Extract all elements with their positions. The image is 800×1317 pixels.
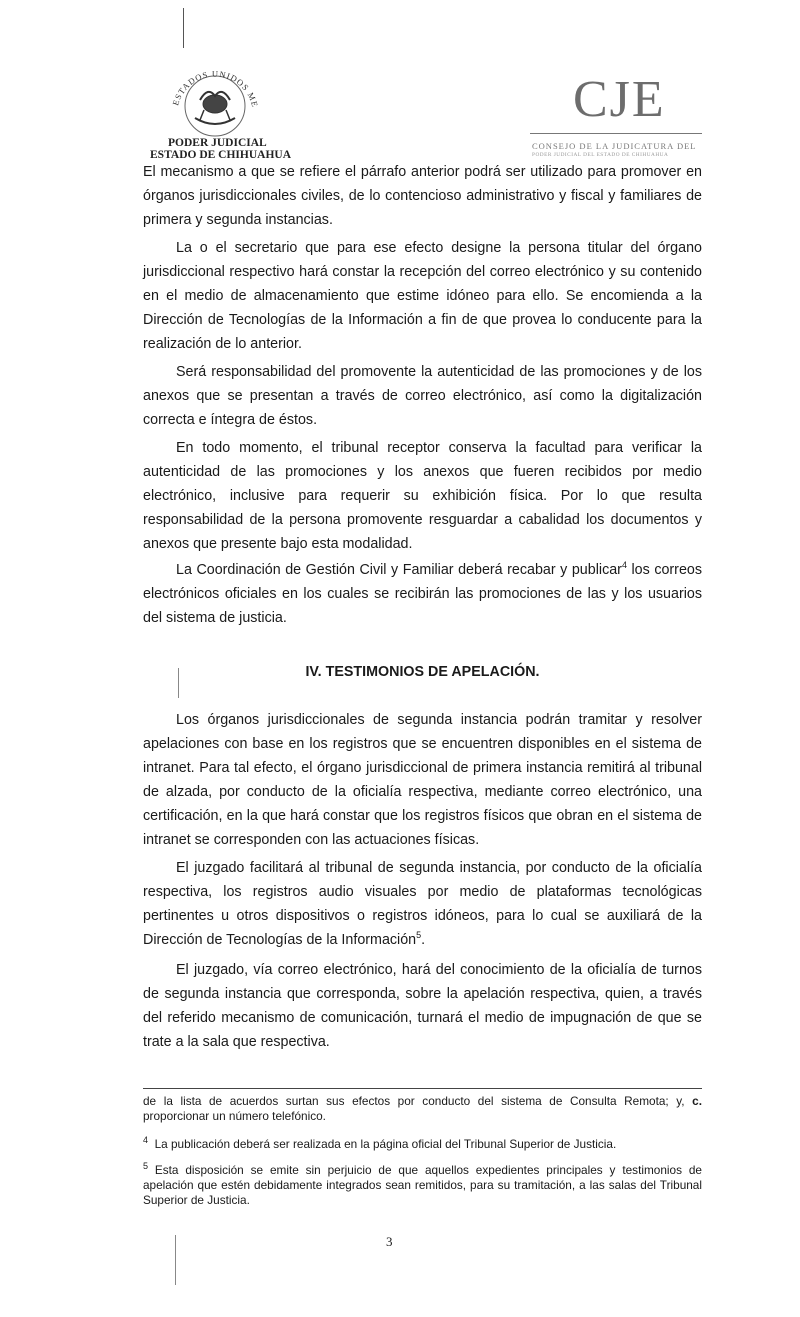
- footnote-continued-a: de la lista de acuerdos surtan sus efectos por conducto del sistema de Consulta Remota; y,: [143, 1094, 685, 1108]
- footnote-5: [143, 1163, 702, 1208]
- section-paragraph-2-end: .: [421, 932, 426, 948]
- footnote-ref-5: 5: [416, 930, 422, 941]
- page-number: 3: [386, 1234, 393, 1249]
- footnote-continued-b: proporcionar un número telefónico.: [143, 1109, 326, 1123]
- section-paragraph-3: El juzgado, vía correo electrónico, hará del conocimiento de la oficialía de turnos de segunda instancia que corresponda, sobre la apelación respectiva, quien, a través del referido mecanismo de comunicación, turnará el medio de impugnación de que se trate a la sala que respectiva.: [143, 962, 702, 1050]
- footnote-4: [143, 1137, 702, 1152]
- footnote-5-number: 5: [143, 1161, 149, 1172]
- section-paragraph-2: [143, 856, 702, 952]
- footnote-divider: [143, 1088, 702, 1089]
- paragraph-4: En todo momento, el tribunal receptor conserva la facultad para verificar la autenticidad de las promociones y los anexos que fueren recibidos por medio electrónico, inclusive para requerir su exhibición física. Por lo que resulta responsabilidad de la persona promovente resguardar a cabalidad los documentos y anexos que presente bajo esta modalidad.: [143, 440, 702, 552]
- cje-subtitle: CONSEJO DE LA JUDICATURA DEL: [532, 141, 697, 151]
- paragraph-2: La o el secretario que para ese efecto designe la persona titular del órgano jurisdiccional respectivo hará constar la recepción del correo electrónico y su contenido en el medio de almacenamiento que estime idóneo para ello. Se encomienda a la Dirección de Tecnologías de la Información a fin de que provea lo conducente para la realización de lo anterior.: [143, 240, 702, 352]
- paragraph-3: Será responsabilidad del promovente la autenticidad de las promociones y de los anexos que se presentan a través de correo electrónico, así como la digitalización correcta e íntegra de éstos.: [143, 364, 702, 428]
- section-paragraph-1: Los órganos jurisdiccionales de segunda instancia podrán tramitar y resolver apelaciones con base en los registros que se encuentren disponibles en el sistema de intranet. Para tal efecto, el órgano jurisdiccional de primera instancia remitirá al tribunal de alzada, por conducto de la oficialía respectiva, mediante correo electrónico, una certificación, en la que hará constar que los registros físicos que obran en el sistema de intranet se corresponden con las actuaciones físicas.: [143, 712, 702, 848]
- scan-mark: [183, 8, 184, 48]
- cje-logo: CJE: [573, 71, 666, 128]
- footnote-4-number: 4: [143, 1135, 149, 1146]
- state-seal-logo: [160, 48, 270, 138]
- paragraph-5: [143, 558, 702, 630]
- institution-line-1: PODER JUDICIAL: [168, 137, 267, 149]
- footnote-4-text: La publicación deberá ser realizada en la página oficial del Tribunal Superior de Justicia.: [154, 1137, 617, 1151]
- cje-divider: [530, 133, 702, 134]
- institution-name: [150, 137, 300, 161]
- cje-subtitle-2: PODER JUDICIAL DEL ESTADO DE CHIHUAHUA: [532, 152, 669, 158]
- section-heading: IV. TESTIMONIOS DE APELACIÓN.: [305, 664, 540, 680]
- scan-mark: [175, 1235, 176, 1285]
- section-paragraph-2-text: El juzgado facilitará al tribunal de segunda instancia, por conducto de la oficialía respectiva, los registros audio visuales por medio de plataformas tecnológicas pertinentes u otros dispositivos o registros idóneos, para lo cual se auxiliará de la Dirección de Tecnologías de la Información: [143, 860, 702, 948]
- seal-text: ESTADOS UNIDOS ME: [170, 68, 261, 109]
- footnote-ref-4: 4: [621, 560, 627, 571]
- institution-line-2: ESTADO DE CHIHUAHUA: [150, 149, 291, 161]
- scan-mark: [178, 668, 179, 698]
- footnote-continued-c: c.: [692, 1094, 702, 1108]
- paragraph-1: El mecanismo a que se refiere el párrafo anterior podrá ser utilizado para promover en órganos jurisdiccionales civiles, de lo contencioso administrativo y fiscal y familiares de primera y segunda instancias.: [143, 164, 702, 228]
- footnote-5-text: Esta disposición se emite sin perjuicio de que aquellos expedientes principales y testimonios de apelación que estén debidamente integrados sean remitidos, para su tramitación, a las salas del Tribunal Superior de Justicia.: [143, 1163, 702, 1207]
- paragraph-5-b: los correos electrónicos oficiales en los cuales se recibirán las promociones de las y los usuarios del sistema de justicia.: [143, 562, 702, 626]
- footnote-continued: [143, 1094, 702, 1124]
- paragraph-5-a: La Coordinación de Gestión Civil y Familiar deberá recabar y publicar: [176, 562, 622, 578]
